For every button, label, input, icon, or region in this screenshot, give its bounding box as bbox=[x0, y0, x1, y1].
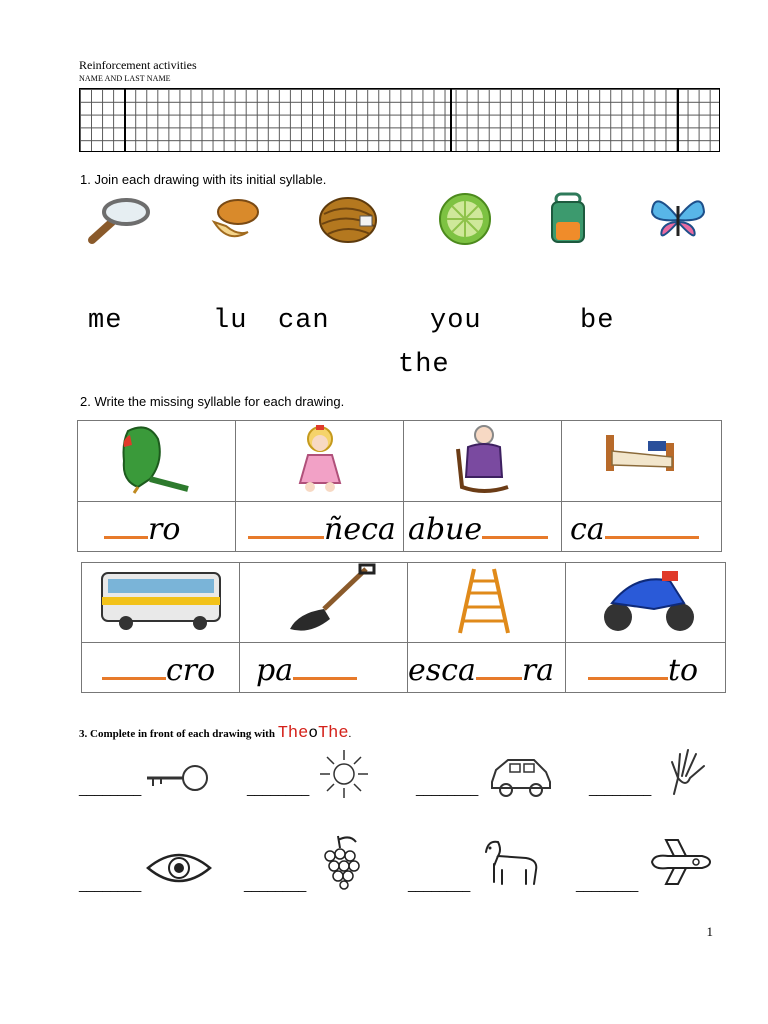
picture-cell bbox=[240, 563, 408, 643]
airplane-icon bbox=[648, 836, 714, 888]
backpack-icon bbox=[548, 190, 588, 246]
picture-cell bbox=[562, 421, 722, 502]
grapes-icon bbox=[316, 834, 368, 890]
syllable-ending: ra bbox=[521, 653, 555, 688]
hand-icon bbox=[666, 744, 712, 798]
syllable-table-2 bbox=[81, 562, 726, 693]
lime-icon bbox=[438, 192, 494, 246]
grid-divider bbox=[450, 89, 452, 151]
answer-cell[interactable] bbox=[562, 502, 722, 552]
parrot-icon bbox=[78, 421, 235, 496]
worksheet-title: Reinforcement activities bbox=[79, 58, 197, 72]
picture-cell bbox=[566, 563, 726, 643]
answer-blank[interactable]: ________ bbox=[79, 876, 142, 892]
picture-cell bbox=[236, 421, 404, 502]
section3-heading-text: 3. Complete in front of each drawing with bbox=[79, 728, 278, 740]
page-number: 1 bbox=[706, 924, 713, 939]
syllable-me[interactable]: me bbox=[88, 306, 123, 336]
grandmother-icon bbox=[404, 421, 561, 496]
magnifying-glass-icon bbox=[82, 196, 152, 246]
picture-cell bbox=[78, 421, 236, 502]
key-icon bbox=[143, 758, 209, 798]
picture-cell bbox=[404, 421, 562, 502]
syllable-ending: to bbox=[668, 653, 699, 688]
name-label: NAME AND LAST NAME bbox=[79, 74, 171, 83]
shovel-icon bbox=[240, 563, 407, 637]
answer-cell[interactable] bbox=[236, 502, 404, 552]
syllable-you[interactable]: you bbox=[430, 306, 482, 336]
picture-cell bbox=[82, 563, 240, 643]
doll-icon bbox=[236, 421, 403, 496]
word-the-1: The bbox=[277, 724, 309, 743]
syllable-table-1 bbox=[77, 420, 722, 552]
syllable-ending: ro bbox=[148, 512, 181, 547]
word-the-2: The bbox=[317, 724, 349, 743]
ladder-icon bbox=[408, 563, 565, 637]
answer-blank[interactable]: ________ bbox=[79, 780, 142, 796]
section1-heading: 1. Join each drawing with its initial syllable. bbox=[80, 172, 327, 187]
answer-cell[interactable] bbox=[566, 643, 726, 693]
answer-cell[interactable] bbox=[408, 643, 566, 693]
answer-blank[interactable]: ________ bbox=[589, 780, 652, 796]
syllable-the[interactable]: the bbox=[398, 350, 450, 380]
answer-blank[interactable]: ________ bbox=[416, 780, 479, 796]
sun-icon bbox=[318, 748, 370, 800]
syllable-start: abue bbox=[408, 512, 483, 547]
syllable-start: pa bbox=[256, 653, 294, 688]
section2-heading: 2. Write the missing syllable for each drawing. bbox=[80, 394, 345, 409]
syllable-ending: cro bbox=[166, 653, 216, 688]
picture-cell bbox=[408, 563, 566, 643]
bus-icon bbox=[82, 563, 239, 637]
melon-icon bbox=[208, 196, 260, 244]
word-connector: o bbox=[308, 724, 318, 742]
answer-blank[interactable]: ________ bbox=[576, 876, 639, 892]
dog-icon bbox=[480, 834, 542, 888]
syllable-start: ca bbox=[570, 512, 605, 547]
syllable-be[interactable]: be bbox=[580, 306, 615, 336]
bed-icon bbox=[562, 421, 721, 496]
name-writing-grid[interactable] bbox=[79, 88, 720, 152]
syllable-lu[interactable]: lu bbox=[213, 306, 248, 336]
answer-blank[interactable]: ________ bbox=[408, 876, 471, 892]
eye-icon bbox=[144, 848, 214, 888]
answer-cell[interactable] bbox=[404, 502, 562, 552]
answer-cell[interactable] bbox=[78, 502, 236, 552]
car-icon bbox=[488, 752, 554, 798]
answer-cell[interactable] bbox=[240, 643, 408, 693]
syllable-start: esca bbox=[408, 653, 476, 688]
answer-blank[interactable]: ________ bbox=[247, 780, 310, 796]
yarn-ball-icon bbox=[316, 194, 384, 246]
grid-divider bbox=[124, 89, 126, 151]
answer-cell[interactable] bbox=[82, 643, 240, 693]
heading-period: . bbox=[348, 728, 352, 740]
syllable-can[interactable]: can bbox=[278, 306, 330, 336]
syllable-ending: ñeca bbox=[324, 512, 396, 547]
butterfly-icon bbox=[648, 192, 708, 244]
grid-divider bbox=[677, 89, 679, 151]
motorcycle-icon bbox=[566, 563, 725, 637]
answer-blank[interactable]: ________ bbox=[244, 876, 307, 892]
section3-heading bbox=[79, 724, 351, 743]
